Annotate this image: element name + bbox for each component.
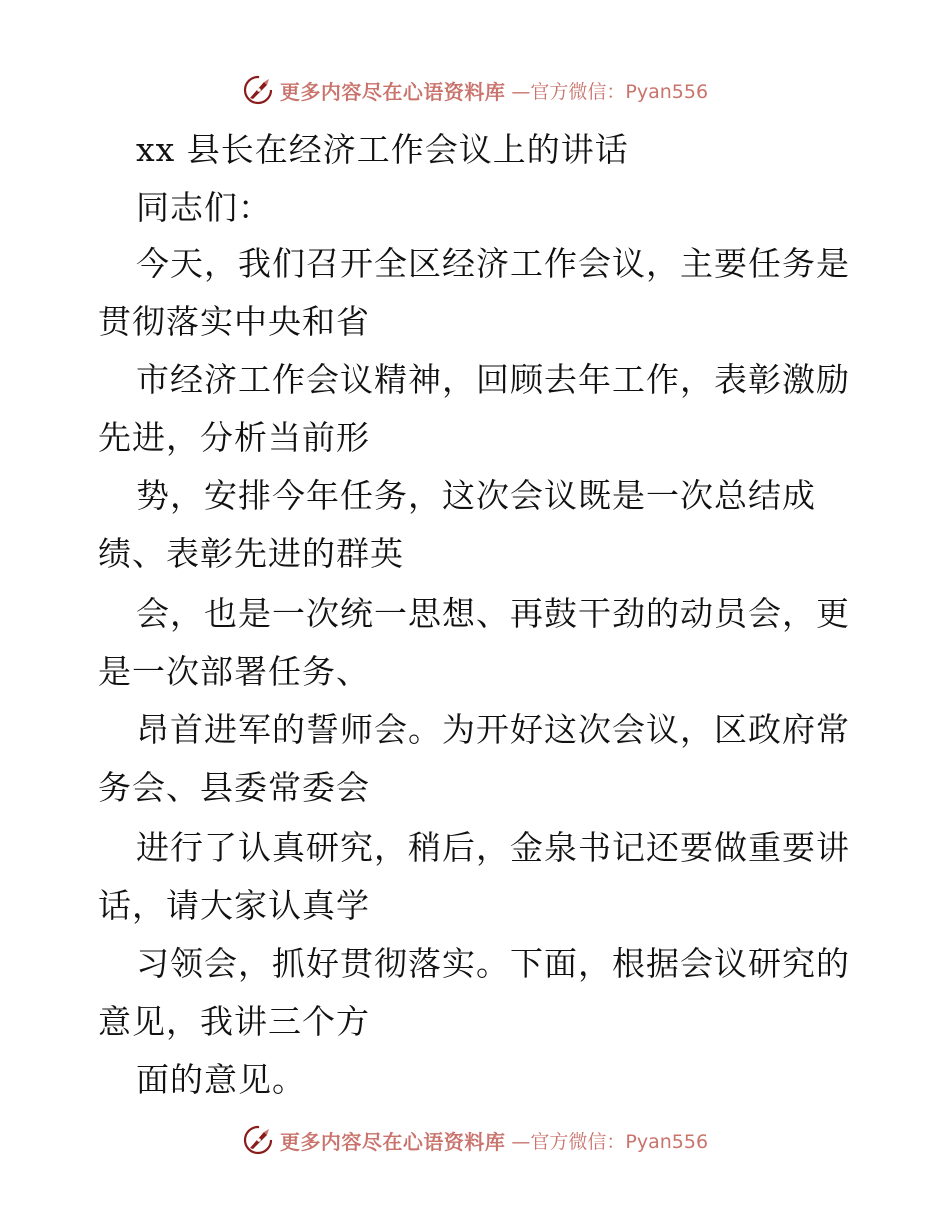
paragraph-line: 今天，我们召开全区经济工作会议，主要任务是 [136, 244, 850, 283]
document-title: xx 县长在经济工作会议上的讲话 [136, 130, 629, 169]
paragraph-line: 势，安排今年任务，这次会议既是一次总结成 [136, 476, 816, 515]
paragraph-line: 是一次部署任务、 [98, 652, 370, 691]
paragraph-line: 先进，分析当前形 [98, 418, 370, 457]
paragraph-line: 习领会，抓好贯彻落实。下面，根据会议研究的 [136, 944, 850, 983]
banner-sub-text: —官方微信：Pyan556 [511, 1130, 709, 1153]
banner-main-text: 更多内容尽在心语资料库 [279, 79, 506, 104]
paragraph-line: 市经济工作会议精神，回顾去年工作，表彰激励 [136, 360, 850, 399]
paragraph-line: 面的意见。 [136, 1060, 306, 1099]
paragraph-line: 话，请大家认真学 [98, 886, 370, 925]
paragraph-line: 贯彻落实中央和省 [98, 302, 370, 341]
paragraph-line: 昂首进军的誓师会。为开好这次会议，区政府常 [136, 710, 850, 749]
banner-sub-text: —官方微信：Pyan556 [511, 80, 709, 103]
quill-pen-icon [242, 1124, 274, 1156]
header-banner [0, 70, 950, 110]
paragraph-line: 务会、县委常委会 [98, 768, 370, 807]
paragraph-line: 进行了认真研究，稍后，金泉书记还要做重要讲 [136, 828, 850, 867]
quill-pen-icon [242, 74, 274, 106]
salutation: 同志们： [136, 188, 272, 227]
footer-banner [0, 1120, 950, 1160]
paragraph-line: 绩、表彰先进的群英 [98, 534, 404, 573]
banner-main-text: 更多内容尽在心语资料库 [279, 1129, 506, 1154]
paragraph-line: 意见，我讲三个方 [98, 1002, 370, 1041]
paragraph-line: 会，也是一次统一思想、再鼓干劲的动员会，更 [136, 594, 850, 633]
